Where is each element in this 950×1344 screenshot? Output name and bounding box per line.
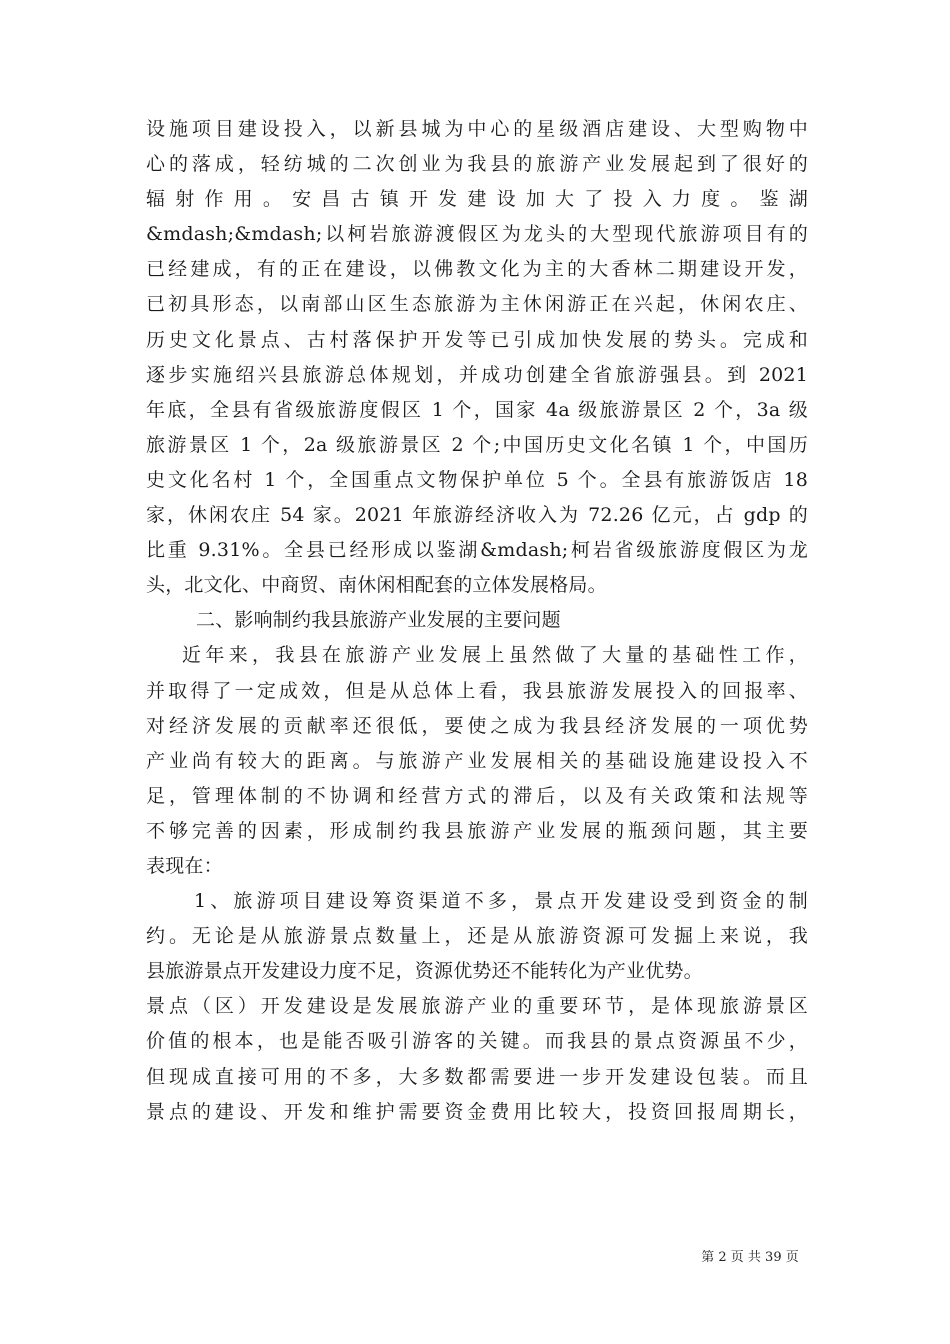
text-line: 约。无论是从旅游景点数量上，还是从旅游资源可发掘上来说，我 — [146, 925, 808, 948]
text-line: 设施项目建设投入，以新县城为中心的星级酒店建设、大型购物中 — [146, 118, 808, 140]
text-line: 足，管理体制的不协调和经营方式的滞后，以及有关政策和法规等 — [146, 784, 808, 807]
text-line: 年底，全县有省级旅游度假区 1 个，国家 4a 级旅游景区 2 个，3a 级 — [146, 398, 808, 421]
page-footer — [0, 1246, 950, 1265]
text-line: 头，北文化、中商贸、南休闲相配套的立体发展格局。 — [146, 574, 607, 597]
text-line: 已经建成，有的正在建设，以佛教文化为主的大香林二期建设开发， — [146, 258, 808, 281]
text-line: 1、旅游项目建设筹资渠道不多，景点开发建设受到资金的制 — [194, 890, 808, 913]
text-line: 辐射作用。安昌古镇开发建设加大了投入力度。鉴湖 — [146, 188, 808, 211]
text-line: 逐步实施绍兴县旅游总体规划，并成功创建全省旅游强县。到 2021 — [146, 363, 808, 386]
text-line: 家，休闲农庄 54 家。2021 年旅游经济收入为 72.26 亿元，占 gdp 的 — [146, 504, 808, 527]
document-body — [146, 112, 808, 1130]
text-line: 价值的根本，也是能否吸引游客的关键。而我县的景点资源虽不少， — [146, 1030, 808, 1053]
text-line: &mdash;&mdash;以柯岩旅游渡假区为龙头的大型现代旅游项目有的 — [146, 223, 808, 246]
text-line: 比重 9.31%。全县已经形成以鉴湖&mdash;柯岩省级旅游度假区为龙 — [146, 539, 808, 562]
text-line: 心的落成，轻纺城的二次创业为我县的旅游产业发展起到了很好的 — [146, 153, 808, 176]
text-line: 对经济发展的贡献率还很低，要使之成为我县经济发展的一项优势 — [146, 714, 808, 737]
text-line: 旅游景区 1 个，2a 级旅游景区 2 个;中国历史文化名镇 1 个，中国历 — [146, 433, 808, 456]
text-line: 近年来，我县在旅游产业发展上虽然做了大量的基础性工作， — [182, 644, 808, 667]
page-number: 第 2 页 共 39 页 — [701, 1250, 799, 1265]
text-line: 史文化名村 1 个，全国重点文物保护单位 5 个。全县有旅游饭店 18 — [146, 468, 808, 491]
text-line: 历史文化景点、古村落保护开发等已引成加快发展的势头。完成和 — [146, 328, 808, 351]
text-line: 县旅游景点开发建设力度不足，资源优势还不能转化为产业优势。 — [146, 960, 703, 983]
text-line: 景点的建设、开发和维护需要资金费用比较大，投资回报周期长， — [146, 1100, 808, 1123]
text-line: 表现在： — [146, 854, 223, 877]
text-line: 但现成直接可用的不多，大多数都需要进一步开发建设包装。而且 — [146, 1065, 808, 1088]
text-line: 景点（区）开发建设是发展旅游产业的重要环节，是体现旅游景区 — [146, 995, 808, 1018]
text-line: 二、影响制约我县旅游产业发展的主要问题 — [196, 609, 561, 632]
text-line: 不够完善的因素，形成制约我县旅游产业发展的瓶颈问题，其主要 — [146, 819, 808, 842]
text-line: 产业尚有较大的距离。与旅游产业发展相关的基础设施建设投入不 — [146, 749, 808, 772]
text-line: 并取得了一定成效，但是从总体上看，我县旅游发展投入的回报率、 — [146, 679, 808, 702]
text-line: 已初具形态，以南部山区生态旅游为主休闲游正在兴起，休闲农庄、 — [146, 293, 808, 316]
